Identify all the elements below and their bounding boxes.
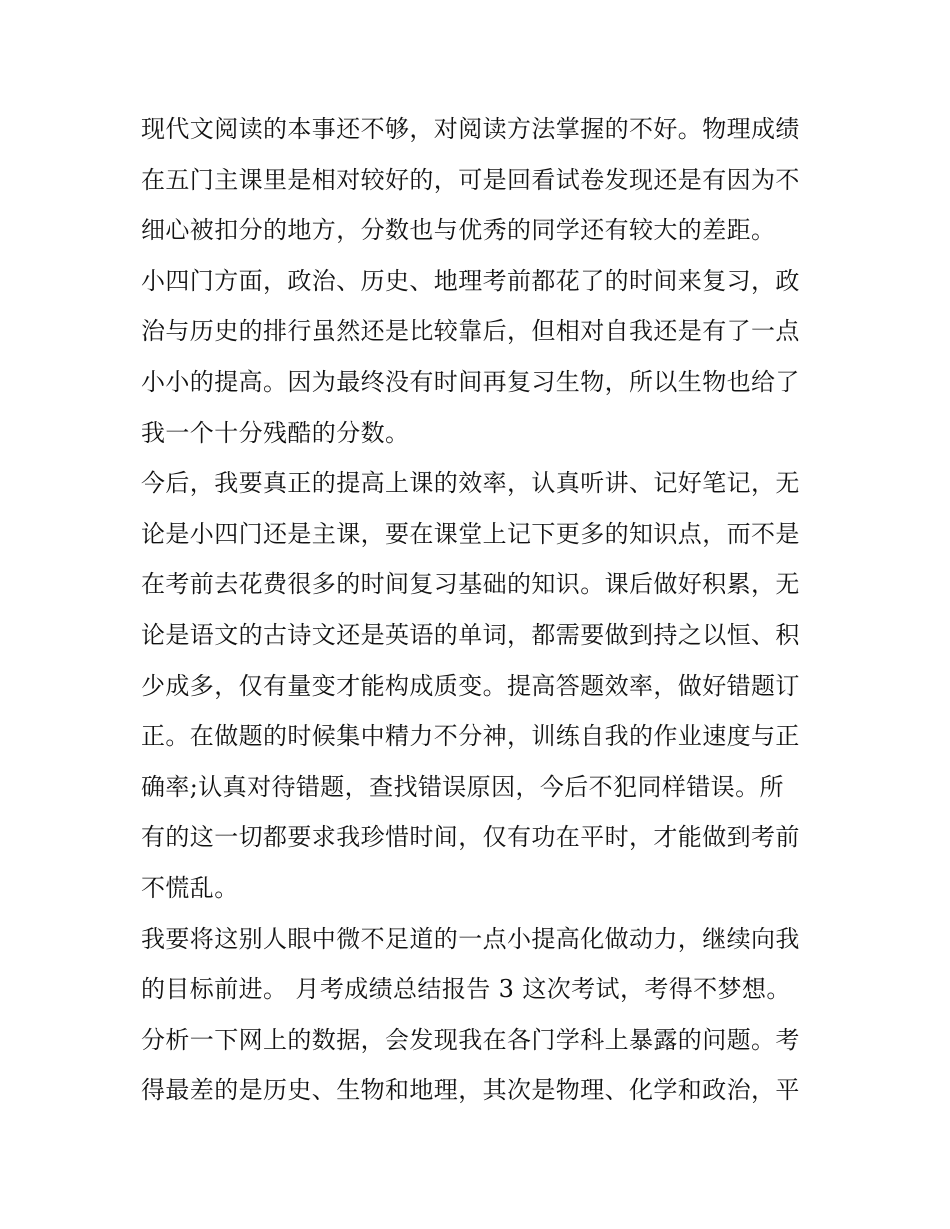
text-line: 不慌乱。 <box>141 873 239 902</box>
text-line: 在考前去花费很多的时间复习基础的知识。课后做好积累，无 <box>141 570 800 599</box>
text-line: 确率;认真对待错题，查找错误原因，今后不犯同样错误。所 <box>141 772 784 801</box>
text-line: 的目标前进。 月考成绩总结报告 3 这次考试，考得不梦想。 <box>141 975 791 1004</box>
text-line: 少成多，仅有量变才能构成质变。提高答题效率，做好错题订 <box>141 671 800 700</box>
text-line: 小小的提高。因为最终没有时间再复习生物，所以生物也给了 <box>141 367 800 396</box>
text-line: 细心被扣分的地方，分数也与优秀的同学还有较大的差距。 <box>141 216 776 245</box>
text-line: 分析一下网上的数据，会发现我在各门学科上暴露的问题。考 <box>141 1025 800 1054</box>
text-line: 有的这一切都要求我珍惜时间，仅有功在平时，才能做到考前 <box>141 823 800 852</box>
text-line: 我一个十分残酷的分数。 <box>141 418 410 447</box>
text-line: 我要将这别人眼中微不足道的一点小提高化做动力，继续向我 <box>141 924 800 953</box>
document-body <box>141 104 813 1116</box>
text-line: 正。在做题的时候集中精力不分神，训练自我的作业速度与正 <box>141 722 800 751</box>
text-line: 今后，我要真正的提高上课的效率，认真听讲、记好笔记，无 <box>141 469 800 498</box>
text-line: 在五门主课里是相对较好的，可是回看试卷发现还是有因为不 <box>141 165 800 194</box>
text-line: 论是语文的古诗文还是英语的单词，都需要做到持之以恒、积 <box>141 620 800 649</box>
text-line: 得最差的是历史、生物和地理，其次是物理、化学和政治，平 <box>141 1076 800 1105</box>
text-line: 治与历史的排行虽然还是比较靠后，但相对自我还是有了一点 <box>141 317 800 346</box>
text-line: 论是小四门还是主课，要在课堂上记下更多的知识点，而不是 <box>141 519 800 548</box>
text-line: 小四门方面，政治、历史、地理考前都花了的时间来复习，政 <box>141 266 800 295</box>
text-line: 现代文阅读的本事还不够，对阅读方法掌握的不好。物理成绩 <box>141 115 800 143</box>
